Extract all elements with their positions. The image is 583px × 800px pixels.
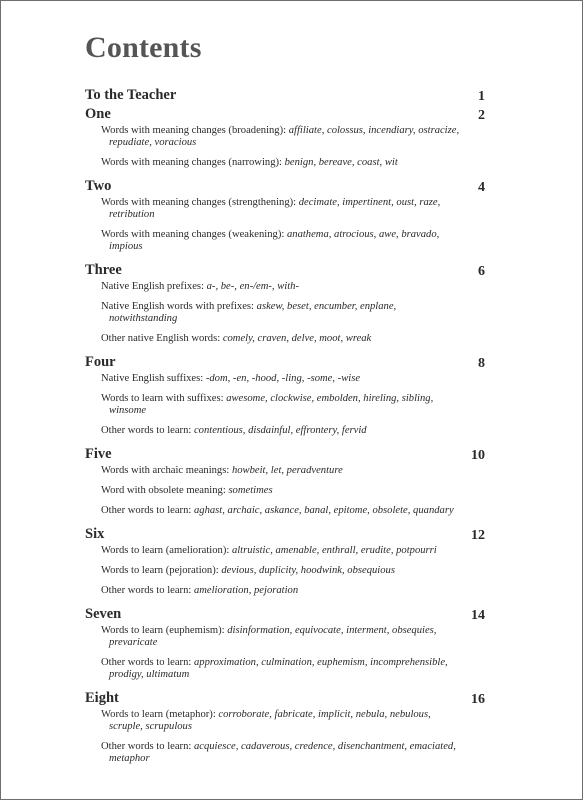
- entry-label: Other native English words:: [101, 333, 223, 344]
- toc-entry: [101, 125, 464, 149]
- toc-chapter: [85, 353, 485, 437]
- entry-words: -dom, -en, -hood, -ling, -some, -wise: [205, 373, 361, 384]
- chapter-entries: [85, 545, 485, 597]
- toc-entry: [101, 373, 464, 385]
- chapter-page-number: 10: [471, 448, 485, 463]
- toc-chapter: [85, 261, 485, 345]
- chapter-heading: [85, 177, 485, 196]
- entry-words: amelioration, pejoration: [193, 585, 299, 596]
- chapter-entries: [85, 625, 485, 681]
- toc-entry: [101, 585, 464, 597]
- toc-entry: [101, 281, 464, 293]
- chapter-page-number: 2: [478, 108, 485, 123]
- chapter-title: To the Teacher: [85, 87, 177, 103]
- entry-words: approximation, culmination, euphemism, incomprehensible, prodigy, ultimatum: [109, 657, 448, 680]
- toc-chapter: [85, 605, 485, 681]
- entry-label: Words with meaning changes (weakening):: [101, 229, 287, 240]
- entry-words: devious, duplicity, hoodwink, obsequious: [221, 565, 395, 576]
- entry-label: Words to learn (metaphor):: [101, 709, 219, 720]
- chapter-page-number: 4: [478, 180, 485, 195]
- entry-label: Words to learn (pejoration):: [101, 565, 222, 576]
- toc-entry: [101, 625, 464, 649]
- entry-label: Words with meaning changes (narrowing):: [101, 157, 285, 168]
- entry-words: sometimes: [228, 485, 273, 496]
- toc-entry: [101, 657, 464, 681]
- entry-words: awesome, clockwise, embolden, hireling, sibling, winsome: [109, 393, 434, 416]
- entry-words: disinformation, equivocate, interment, obsequies, prevaricate: [109, 625, 437, 648]
- entry-label: Other words to learn:: [101, 657, 194, 668]
- chapter-page-number: 8: [478, 356, 485, 371]
- chapter-title: Five: [85, 446, 112, 462]
- chapter-title: Eight: [85, 690, 119, 706]
- toc-entry: [101, 485, 464, 497]
- toc-chapter: [85, 525, 485, 597]
- chapter-page-number: 16: [471, 692, 485, 707]
- toc-chapter: [85, 105, 485, 169]
- entry-label: Native English prefixes:: [101, 281, 207, 292]
- toc-entry: [101, 197, 464, 221]
- toc-chapter: [85, 689, 485, 765]
- chapter-page-number: 1: [478, 89, 485, 104]
- toc-entry: [101, 301, 464, 325]
- toc-entry: [101, 709, 464, 733]
- entry-label: Words with meaning changes (broadening):: [101, 125, 289, 136]
- chapter-title: Four: [85, 354, 116, 370]
- chapter-title: One: [85, 106, 111, 122]
- chapter-heading: [85, 261, 485, 280]
- entry-words: affiliate, colossus, incendiary, ostracize, repudiate, voracious: [109, 125, 460, 148]
- chapter-page-number: 6: [478, 264, 485, 279]
- toc-entry: [101, 333, 464, 345]
- chapter-heading: [85, 689, 485, 708]
- entry-label: Other words to learn:: [101, 505, 194, 516]
- entry-label: Words with meaning changes (strengthening):: [101, 197, 299, 208]
- chapter-entries: [85, 125, 485, 169]
- chapter-page-number: 12: [471, 528, 485, 543]
- toc-entry: [101, 393, 464, 417]
- chapter-heading: [85, 105, 485, 124]
- entry-words: benign, bereave, coast, wit: [284, 157, 398, 168]
- chapter-heading: [85, 445, 485, 464]
- chapter-page-number: 14: [471, 608, 485, 623]
- chapter-entries: [85, 709, 485, 765]
- toc-entry: [101, 565, 464, 577]
- toc-entry: [101, 465, 464, 477]
- toc-chapter: [85, 177, 485, 253]
- chapter-title: Seven: [85, 606, 122, 622]
- table-of-contents: [85, 86, 485, 773]
- toc-entry: [101, 425, 464, 437]
- entry-words: comely, craven, delve, moot, wreak: [222, 333, 372, 344]
- entry-words: altruistic, amenable, enthrall, erudite, potpourri: [231, 545, 437, 556]
- toc-entry: [101, 157, 464, 169]
- chapter-heading: [85, 525, 485, 544]
- page-title: Contents: [85, 31, 202, 64]
- chapter-title: Six: [85, 526, 105, 542]
- chapter-entries: [85, 197, 485, 253]
- toc-entry: [101, 505, 464, 517]
- entry-label: Other words to learn:: [101, 741, 194, 752]
- chapter-entries: [85, 465, 485, 517]
- toc-entry: [101, 545, 464, 557]
- entry-words: decimate, impertinent, oust, raze, retribution: [109, 197, 441, 220]
- entry-words: aghast, archaic, askance, banal, epitome, obsolete, quandary: [193, 505, 454, 516]
- entry-words: acquiesce, cadaverous, credence, disenchantment, emaciated, metaphor: [109, 741, 456, 764]
- chapter-heading: [85, 605, 485, 624]
- chapter-heading: [85, 353, 485, 372]
- entry-words: corroborate, fabricate, implicit, nebula, nebulous, scruple, scrupulous: [109, 709, 431, 732]
- entry-label: Words to learn (amelioration):: [101, 545, 232, 556]
- toc-entry: [101, 229, 464, 253]
- entry-label: Words with archaic meanings:: [101, 465, 232, 476]
- entry-label: Words to learn with suffixes:: [101, 393, 227, 404]
- entry-label: Other words to learn:: [101, 425, 194, 436]
- chapter-entries: [85, 281, 485, 345]
- entry-label: Word with obsolete meaning:: [101, 485, 229, 496]
- entry-label: Native English suffixes:: [101, 373, 206, 384]
- entry-label: Other words to learn:: [101, 585, 194, 596]
- chapter-title: Three: [85, 262, 122, 278]
- entry-words: anathema, atrocious, awe, bravado, impious: [109, 229, 440, 252]
- chapter-heading: [85, 86, 485, 105]
- entry-label: Native English words with prefixes:: [101, 301, 257, 312]
- toc-chapter: [85, 445, 485, 517]
- chapter-entries: [85, 373, 485, 437]
- toc-entry: [101, 741, 464, 765]
- entry-words: askew, beset, encumber, enplane, notwithstanding: [109, 301, 397, 324]
- entry-label: Words to learn (euphemism):: [101, 625, 228, 636]
- entry-words: a-, be-, en-/em-, with-: [206, 281, 299, 292]
- toc-chapter: [85, 86, 485, 105]
- entry-words: howbeit, let, peradventure: [231, 465, 343, 476]
- entry-words: contentious, disdainful, effrontery, fervid: [193, 425, 367, 436]
- chapter-title: Two: [85, 178, 112, 194]
